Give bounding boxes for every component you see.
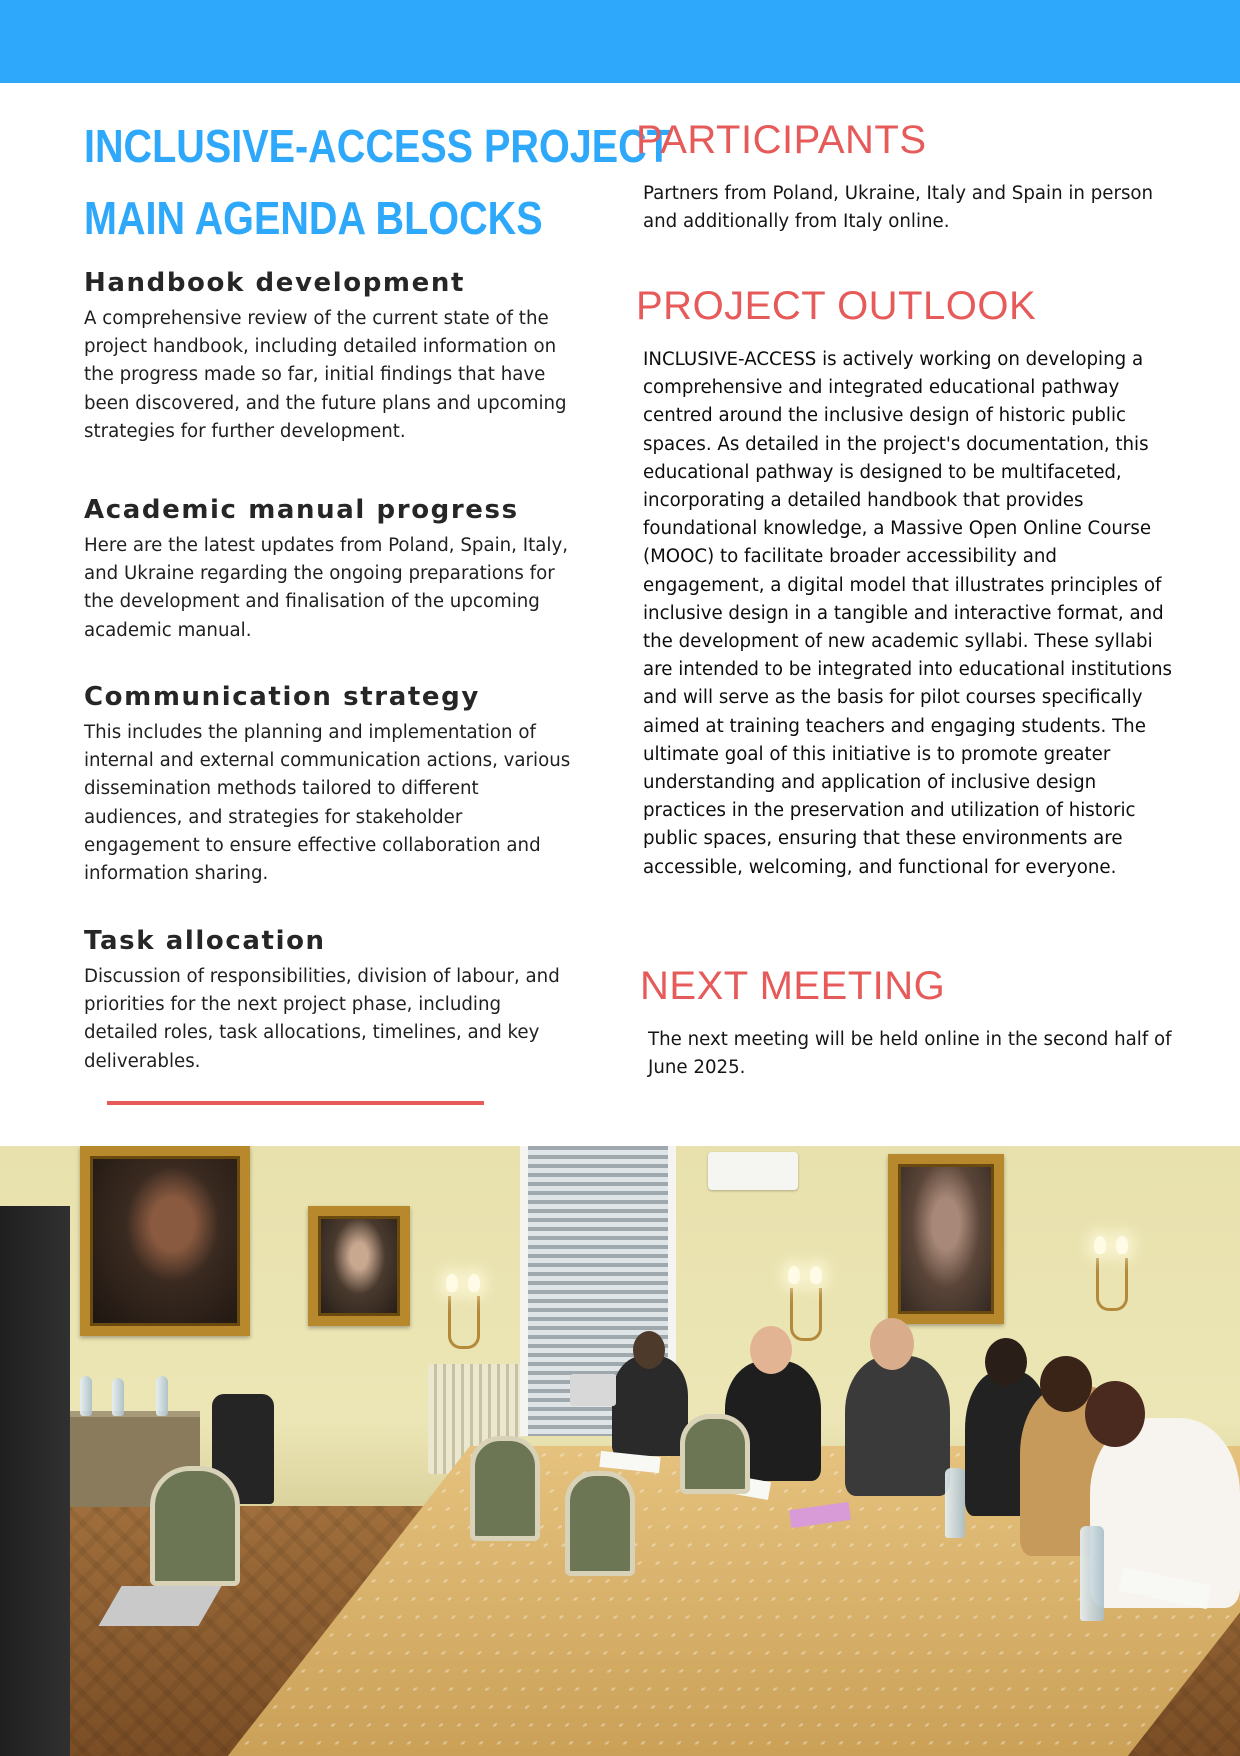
portrait-painting <box>308 1206 410 1326</box>
agenda-heading: Handbook development <box>84 268 465 298</box>
agenda-text: A comprehensive review of the current state of the project handbook, including detailed information on the progress made so far, initial findings that have been discovered, and the future plans and upcoming strategies for further development. <box>84 308 567 442</box>
agenda-heading: Academic manual progress <box>84 495 519 525</box>
wall-sconce <box>1096 1258 1128 1311</box>
chair <box>150 1466 240 1586</box>
page-title-line-2: MAIN AGENDA BLOCKS <box>84 192 543 244</box>
water-bottle <box>156 1376 168 1416</box>
participant-head <box>870 1318 914 1370</box>
participant-head <box>633 1331 665 1369</box>
agenda-block-task-allocation <box>84 924 574 1076</box>
chair <box>470 1436 540 1541</box>
agenda-block-handbook <box>84 266 574 446</box>
lamp-light <box>788 1266 800 1284</box>
participant <box>845 1356 950 1496</box>
water-bottle <box>80 1376 92 1416</box>
wall-sconce <box>790 1288 822 1341</box>
portrait-painting <box>80 1146 250 1336</box>
water-bottle <box>1080 1526 1104 1621</box>
agenda-block-communication <box>84 680 574 888</box>
header-band <box>0 0 1240 83</box>
laptop <box>570 1374 616 1406</box>
agenda-heading: Communication strategy <box>84 682 480 712</box>
lamp-light <box>1094 1236 1106 1254</box>
project-outlook-heading: PROJECT OUTLOOK <box>636 284 1037 328</box>
lamp-light <box>1116 1236 1128 1254</box>
lamp-light <box>446 1274 458 1292</box>
water-bottle <box>945 1468 965 1538</box>
portrait-painting <box>888 1154 1004 1324</box>
agenda-block-academic-manual <box>84 493 574 645</box>
agenda-text: This includes the planning and implementation of internal and external communication actions, various dissemination methods tailored to different audiences, and strategies for stakeholder engagement to ensure effective collaboration and information sharing. <box>84 722 571 885</box>
page-title <box>84 110 671 254</box>
participants-heading: PARTICIPANTS <box>636 118 927 162</box>
section-divider <box>107 1101 484 1105</box>
wall-sconce <box>448 1296 480 1349</box>
participant-head <box>750 1326 792 1374</box>
next-meeting-text: The next meeting will be held online in the second half of June 2025. <box>648 1029 1172 1079</box>
page-title-line-1: INCLUSIVE-ACCESS PROJECT <box>84 120 671 172</box>
chair <box>565 1471 635 1576</box>
chair <box>680 1414 750 1494</box>
next-meeting-heading: NEXT MEETING <box>640 964 946 1008</box>
agenda-heading: Task allocation <box>84 926 326 956</box>
lamp-light <box>468 1274 480 1292</box>
participant <box>612 1356 688 1456</box>
participant-head <box>985 1338 1027 1386</box>
project-outlook-text: INCLUSIVE-ACCESS is actively working on developing a comprehensive and integrated educational pathway centred around the inclusive design of historic public spaces. As detailed in the project's documentation, this educational pathway is designed to be multifaceted, incorporating a detailed handbook that provides foundational knowledge, a Massive Open Online Course (MOOC) to facilitate broader accessibility and engagement, a digital model that illustrates principles of inclusive design in a tangible and interactive format, and the development of new academic syllabi. These syllabi are intended to be integrated into educational institutions and will serve as the basis for pilot courses specifically aimed at training teachers and engaging students. The ultimate goal of this initiative is to promote greater understanding and application of inclusive design practices in the preservation and utilization of historic public spaces, ensuring that these environments are accessible, welcoming, and functional for everyone. <box>643 349 1173 878</box>
meeting-photo <box>0 1146 1240 1756</box>
agenda-text: Discussion of responsibilities, division of labour, and priorities for the next project phase, including detailed roles, task allocations, timelines, and key deliverables. <box>84 966 560 1072</box>
participant-head <box>1085 1381 1145 1447</box>
display-screen <box>0 1206 70 1756</box>
participants-text: Partners from Poland, Ukraine, Italy and Spain in person and additionally from Italy online. <box>643 183 1154 233</box>
air-conditioner <box>708 1152 798 1190</box>
lamp-light <box>810 1266 822 1284</box>
agenda-text: Here are the latest updates from Poland, Spain, Italy, and Ukraine regarding the ongoing preparations for the development and finalisation of the upcoming academic manual. <box>84 535 568 641</box>
water-bottle <box>112 1378 124 1416</box>
participant-head <box>1040 1356 1092 1412</box>
